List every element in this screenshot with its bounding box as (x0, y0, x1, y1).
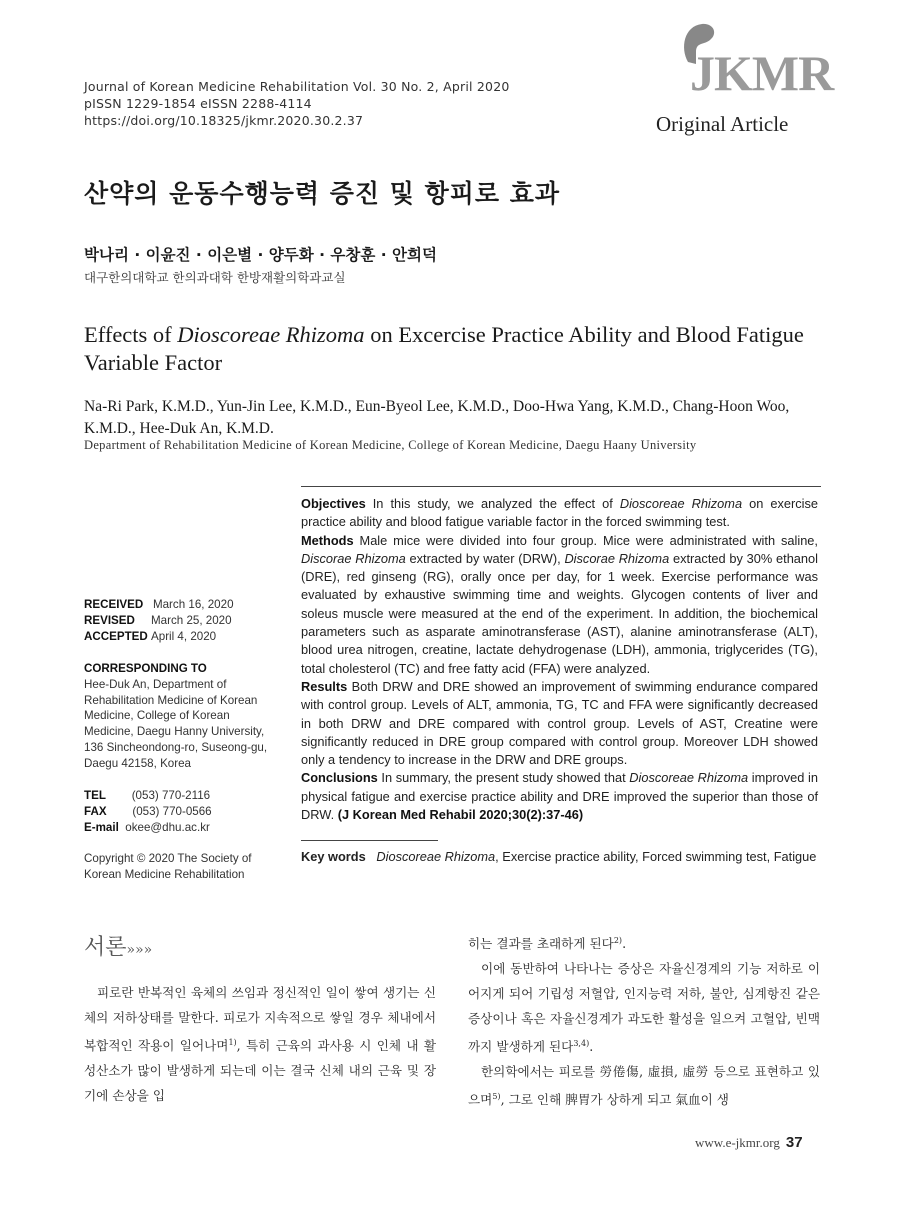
copyright-line: Korean Medicine Rehabilitation (84, 867, 245, 881)
corresponding-block (84, 661, 267, 772)
body-text: . (622, 936, 627, 952)
citation-ref: 5) (492, 1092, 501, 1102)
abstract-top-rule (301, 486, 821, 487)
copyright (84, 851, 252, 883)
received-label: RECEIVED (84, 598, 144, 611)
tel-label: TEL (84, 789, 106, 802)
body-text: . (589, 1039, 594, 1055)
fax-value: (053) 770-0566 (132, 804, 212, 818)
results-text: Both DRW and DRE showed an improvement of swimming endurance compared with control group. Levels of ALT, ammonia, TG, TC and FFA were significantly decreased in both DRW and DRE compared with control group. Levels of AST, Creatine were significantly reduced in DRE group compared with control group. Moreover LDH showed only a tendency to increase in the DRW and DRE groups. (301, 678, 818, 768)
title-en-part1: Effects of (84, 322, 178, 347)
corr-line: Hee-Duk An, Department of (84, 677, 227, 691)
affiliation-korean: 대구한의대학교 한의과대학 한방재활의학과교실 (84, 270, 346, 285)
copyright-line: Copyright © 2020 The Society of (84, 852, 252, 865)
fax-label: FAX (84, 804, 107, 818)
title-en-part2: on Excercise Practice Ability and Blood Fatigue Variable Factor (84, 322, 804, 375)
revised-label: REVISED (84, 613, 135, 627)
revised-date: March 25, 2020 (151, 613, 232, 627)
dates-block (84, 597, 234, 644)
body-text: 이에 동반하여 나타나는 증상은 자율신경계의 기능 저하로 이어지게 되어 기립성 저혈압, 인지능력 저하, 불안, 심계항진 같은 증상이나 혹은 자율신경계가 과도한 활성을 일으켜 고혈압, 빈맥까지 발생하게 된다 (468, 961, 820, 1055)
abstract (301, 495, 818, 824)
journal-line: Journal of Korean Medicine Rehabilitation Vol. 30 No. 2, April 2020 (84, 79, 510, 94)
logo-text: JKMR (690, 45, 834, 101)
objectives-text: In this study, we analyzed the effect of (365, 496, 620, 511)
title-korean: 산약의 운동수행능력 증진 및 항피로 효과 (84, 179, 561, 208)
email-label: E-mail (84, 820, 119, 834)
results-label: Results (301, 678, 348, 694)
conclusions-italic: Dioscoreae Rhizoma (629, 770, 749, 786)
corresponding-label: CORRESPONDING TO (84, 662, 207, 675)
title-en-italic: Dioscoreae Rhizoma (177, 322, 365, 347)
body-text: 피로란 반복적인 육체의 쓰임과 정신적인 일이 쌓여 생기는 신체의 저하상태를 말한다. 피로가 지속적으로 쌓일 경우 체내에서 복합적인 작용이 일어나며 (84, 985, 436, 1054)
authors-english: Na-Ri Park, K.M.D., Yun-Jin Lee, K.M.D., Eun-Byeol Lee, K.M.D., Doo-Hwa Yang, K.M.D., Chang-Hoon Woo, K.M.D., Hee-Duk An, K.M.D. (84, 398, 790, 437)
citation: (J Korean Med Rehabil 2020;30(2):37-46) (337, 807, 584, 823)
body-right-column (468, 928, 820, 1113)
tel-value: (053) 770-2116 (131, 789, 211, 802)
keywords-rest: , Exercise practice ability, Forced swimming test, Fatigue (495, 849, 817, 864)
methods-text-3: extracted by 30% ethanol (DRE), red ginseng (RG), orally once per day, for 1 week. Exercise performance was evaluated by exhaustive swimming time and weights. Glycogen contents of liver and soleus muscle were measured at the end of the experiment. In addition, the biochemical parameters such as asparate aminotransferase (AST), alanine aminotransferase (ALT), blood urea nitrogen, creatine, lactate dehydrogenase (LDH), ammonia, triglycerides (TG), total cholesterol (TC) and free fatty acid (FFA) were analyzed. (301, 550, 819, 676)
keyword-italic: Dioscoreae Rhizoma (376, 849, 496, 864)
body-text: , 그로 인해 脾胃가 상하게 되고 氣血이 생 (500, 1092, 729, 1108)
body-text: 히는 결과를 초래하게 된다 (468, 936, 614, 952)
objectives-label: Objectives (301, 496, 366, 511)
conclusions-text-2: improved in physical fatigue and exercise practice ability and DRE improved the superior than those of DRW. (301, 770, 818, 823)
site-url[interactable]: www.e-jkmr.org (695, 1135, 780, 1150)
title-english (84, 321, 814, 377)
citation-ref: 1) (228, 1038, 237, 1047)
citation-ref: 2) (613, 936, 623, 945)
corr-line: 136 Sincheondong-ro, Suseong-gu, (84, 740, 268, 754)
received-date: March 16, 2020 (152, 598, 234, 611)
body-text: 한의학에서는 피로를 勞倦傷, 虛損, 虛勞 등으로 표현하고 있으며 (468, 1064, 820, 1108)
section-marker: »»» (126, 942, 153, 958)
accepted-date: April 4, 2020 (151, 629, 217, 643)
citation-ref: 3,4) (573, 1039, 590, 1049)
corr-line: Medicine, Daegu Hanny University, (84, 725, 265, 739)
methods-label: Methods (301, 532, 354, 548)
doi-link[interactable]: https://doi.org/10.18325/jkmr.2020.30.2.37 (84, 113, 364, 128)
methods-text-2: extracted by water (DRW), (405, 550, 565, 566)
accepted-label: ACCEPTED (84, 629, 148, 643)
body-text: , 특히 근육의 과사용 시 인체 내 활성산소가 많이 발생하게 되는데 이는 결국 신체 내의 근육 및 장기에 손상을 입 (84, 1038, 437, 1104)
journal-info (84, 78, 510, 129)
corr-line: Daegu 42158, Korea (84, 756, 192, 770)
section-title: 서론 (84, 935, 127, 960)
keywords-label: Key words (301, 849, 366, 864)
email-link[interactable]: okee@dhu.ac.kr (125, 820, 210, 834)
objectives-text-2: on exercise practice ability and blood fatigue variable factor in the forced swimming test. (301, 496, 819, 530)
affiliation-english: Department of Rehabilitation Medicine of Korean Medicine, College of Korean Medicine, Daegu Haany University (84, 438, 697, 452)
methods-text: Male mice were divided into four group. Mice were administrated with saline, (353, 532, 818, 548)
section-heading (84, 930, 152, 961)
contact-block (84, 788, 212, 835)
page-footer (695, 1134, 803, 1151)
keywords-rule (301, 840, 438, 841)
conclusions-label: Conclusions (301, 770, 378, 786)
issn-line: pISSN 1229-1854 eISSN 2288-4114 (84, 96, 312, 111)
keywords (301, 848, 818, 867)
page-number: 37 (785, 1134, 803, 1151)
corr-line: Rehabilitation Medicine of Korean (84, 693, 258, 707)
body-left-column (84, 980, 436, 1108)
corr-line: Medicine, College of Korean (84, 709, 230, 723)
methods-italic-2: Discorae Rhizoma (564, 550, 670, 566)
methods-italic-1: Discorae Rhizoma (301, 550, 406, 566)
objectives-italic: Dioscoreae Rhizoma (619, 496, 743, 511)
conclusions-text: In summary, the present study showed that (377, 770, 630, 786)
article-type: Original Article (656, 112, 789, 136)
authors-korean: 박나리 · 이윤진 · 이은별 · 양두화 · 우창훈 · 안희덕 (84, 246, 437, 264)
